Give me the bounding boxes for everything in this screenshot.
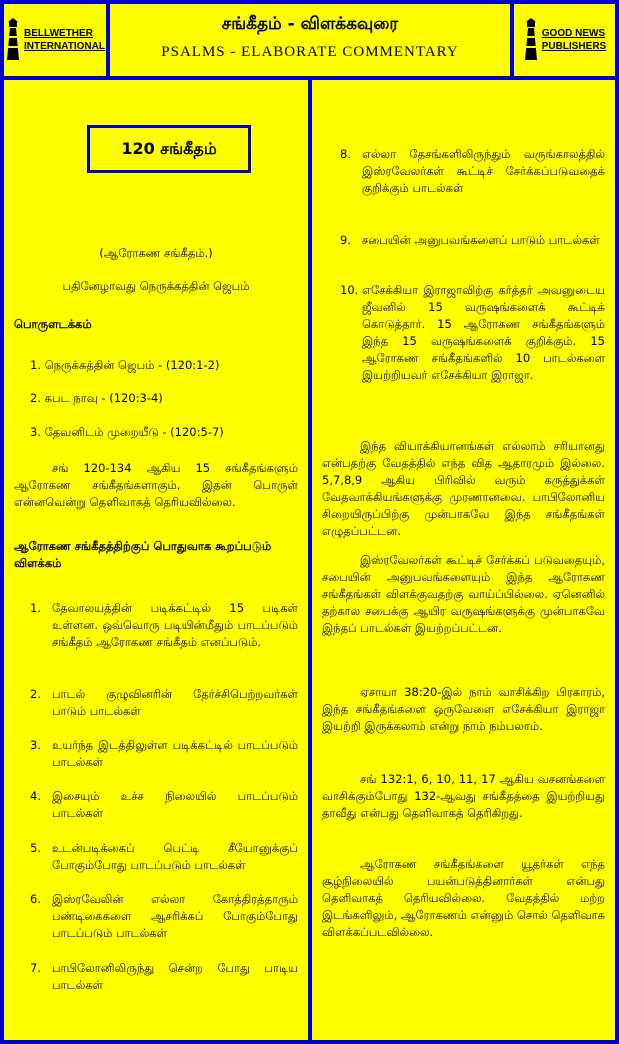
list-item: 8. எல்லா தேசங்களிலிருந்தும் வருங்காலத்தில் இஸ்ரவேலர்கள் கூட்டிச் சேர்க்கப்படுவதைக் குறிக்கும் பாடல்கள்: [340, 147, 605, 195]
list-item: 10. எசேக்கியா இராஜாவிற்கு கர்த்தர் அவனுடைய ஜீவனில் 15 வருஷங்களைக் கூட்டிக் கொடுத்தார். 15 ஆரோகண சங்கீதங்களும் இந்த 15 வருஷங்களைக் குறிக்கும். 15 ஆரோகண சங்கீதங்களில் 10 பாடல்களை இயற்றியவர் எசேக்கியா இராஜா.: [340, 283, 605, 382]
lighthouse-icon: [5, 18, 21, 62]
list-item: 1. தேவாலயத்தின் படிக்கட்டில் 15 படிகள் உள்ளன. ஒவ்வொரு படியின்மீதும் பாடப்படும் சங்கீதம் ஆரோகண சங்கீதம் எனப்படும்.: [30, 601, 298, 649]
list-item: 4. இசையும் உச்ச நிலையில் பாடப்படும் பாடல்கள்: [30, 789, 298, 820]
section-heading: ஆரோகண சங்கீதத்திற்குப் பொதுவாக கூறப்படும் விளக்கம்: [14, 539, 272, 570]
good-news-logo: [514, 4, 615, 76]
paragraph: சங் 132:1, 6, 10, 11, 17 ஆகிய வசனங்களை வாசிக்கும்போது 132-ஆவது சங்கீதத்தை இயற்றியது தாவீது என்பது தெளிவாகத் தெரிகிறது.: [322, 772, 605, 820]
contents-item: 1. நெருக்கத்தின் ஜெபம் - (120:1-2): [30, 358, 220, 372]
list-item: 9. சபையின் அனுபவங்களைப் பாடும் பாடல்கள்: [340, 233, 600, 247]
paragraph: இஸ்ரவேலர்கள் கூட்டிச் சேர்க்கப் படுவதையும், சபையின் அனுபவங்களையும் இந்த ஆரோகண சங்கீதங்கள் விளக்குவதற்கு வாய்ப்பில்லை. ஏனெனில் தற்கால சபைக்கு ஆயிர வருஷங்களுக்கு முன்பாகவே இந்தப் பாடல்கள் இயற்றப்பட்டன.: [322, 553, 605, 635]
title-english: PSALMS - ELABORATE COMMENTARY: [161, 44, 459, 60]
list-item: 5. உடன்படிக்கைப் பெட்டி சீயோனுக்குப் போகும்போது பாடப்படும் பாடல்கள்: [30, 841, 298, 872]
title-tamil: சங்கீதம் - விளக்கவுரை: [221, 14, 399, 34]
list-item: 2. பாடல் குழுவினரின் தேர்ச்சிபெற்றவர்கள் பாடும் பாடல்கள்: [30, 687, 298, 718]
psalm-title: 120 சங்கீதம்: [87, 125, 251, 173]
logo-line-1: GOOD NEWS: [541, 28, 606, 39]
subtitle-2: பதினேழாவது நெருக்கத்தின் ஜெபம்: [62, 279, 250, 293]
paragraph: ஏசாயா 38:20-இல் நாம் வாசிக்கிற பிரகாரம், இந்த சங்கீதங்களை ஒருவேளை எசேக்கியா இராஜா இயற்றி இருக்கலாம் என்று நாம் நம்பலாம்.: [322, 685, 605, 733]
page-header: [110, 4, 510, 76]
paragraph: ஆரோகண சங்கீதங்களை யூதர்கள் எந்த சூழ்நிலையில் பயன்படுத்தினார்கள் என்பது தெளிவாகத் தெரியவில்லை. வேதத்தில் மற்ற இடங்களிலும், ஆரோகணம் என்னும் சொல் தெளிவாக விளக்கப்படவில்லை.: [322, 857, 605, 939]
list-item: 7. பாபிலோனிலிருந்து சென்ற போது பாடிய பாடல்கள்: [30, 961, 298, 992]
logo-line-1: BELLWETHER: [24, 28, 93, 39]
contents-item: 3. தேவனிடம் முறையீடு - (120:5-7): [30, 425, 224, 439]
subtitle: (ஆரோகண சங்கீதம்.): [99, 246, 213, 260]
logo-line-2: INTERNATIONAL: [24, 41, 105, 52]
lighthouse-icon: [523, 18, 539, 62]
right-column: [312, 80, 615, 1040]
intro-paragraph: சங் 120-134 ஆகிய 15 சங்கீதங்களும் ஆரோகண சங்கீதங்களாகும். இதன் பொருள் என்னவென்று தெளிவாகத் தெரியவில்லை.: [14, 461, 298, 509]
contents-heading: பொருளடக்கம்: [14, 317, 92, 331]
paragraph: இந்த வியாக்கியானங்கள் எல்லாம் சரியானது என்பதற்கு வேதத்தில் எந்த வித ஆதாரமும் இல்லை. 5,7,8,9 ஆகிய பிரிவில் வரும் கருத்துக்கள் வேதவாக்கியங்களுக்கு முரணானவை. பாபிலோனிய சிறையிருப்பிற்கு முன்பாகவே இந்த சங்கீதங்கள் எழுதப்பட்டன.: [322, 439, 605, 538]
list-item: 3. உயர்ந்த இடத்திலுள்ள படிக்கட்டில் பாடப்படும் பாடல்கள்: [30, 738, 298, 769]
left-column: [4, 80, 308, 1040]
logo-line-2: PUBLISHERS: [541, 41, 607, 52]
bellwether-logo: [4, 4, 106, 76]
list-item: 6. இஸ்ரவேலின் எல்லா கோத்திரத்தாரும் பண்டிகைகளை ஆசரிக்கப் போகும்போது பாடப்படும் பாடல்கள்: [30, 892, 298, 940]
contents-item: 2. கபட நாவு - (120:3-4): [30, 391, 163, 405]
